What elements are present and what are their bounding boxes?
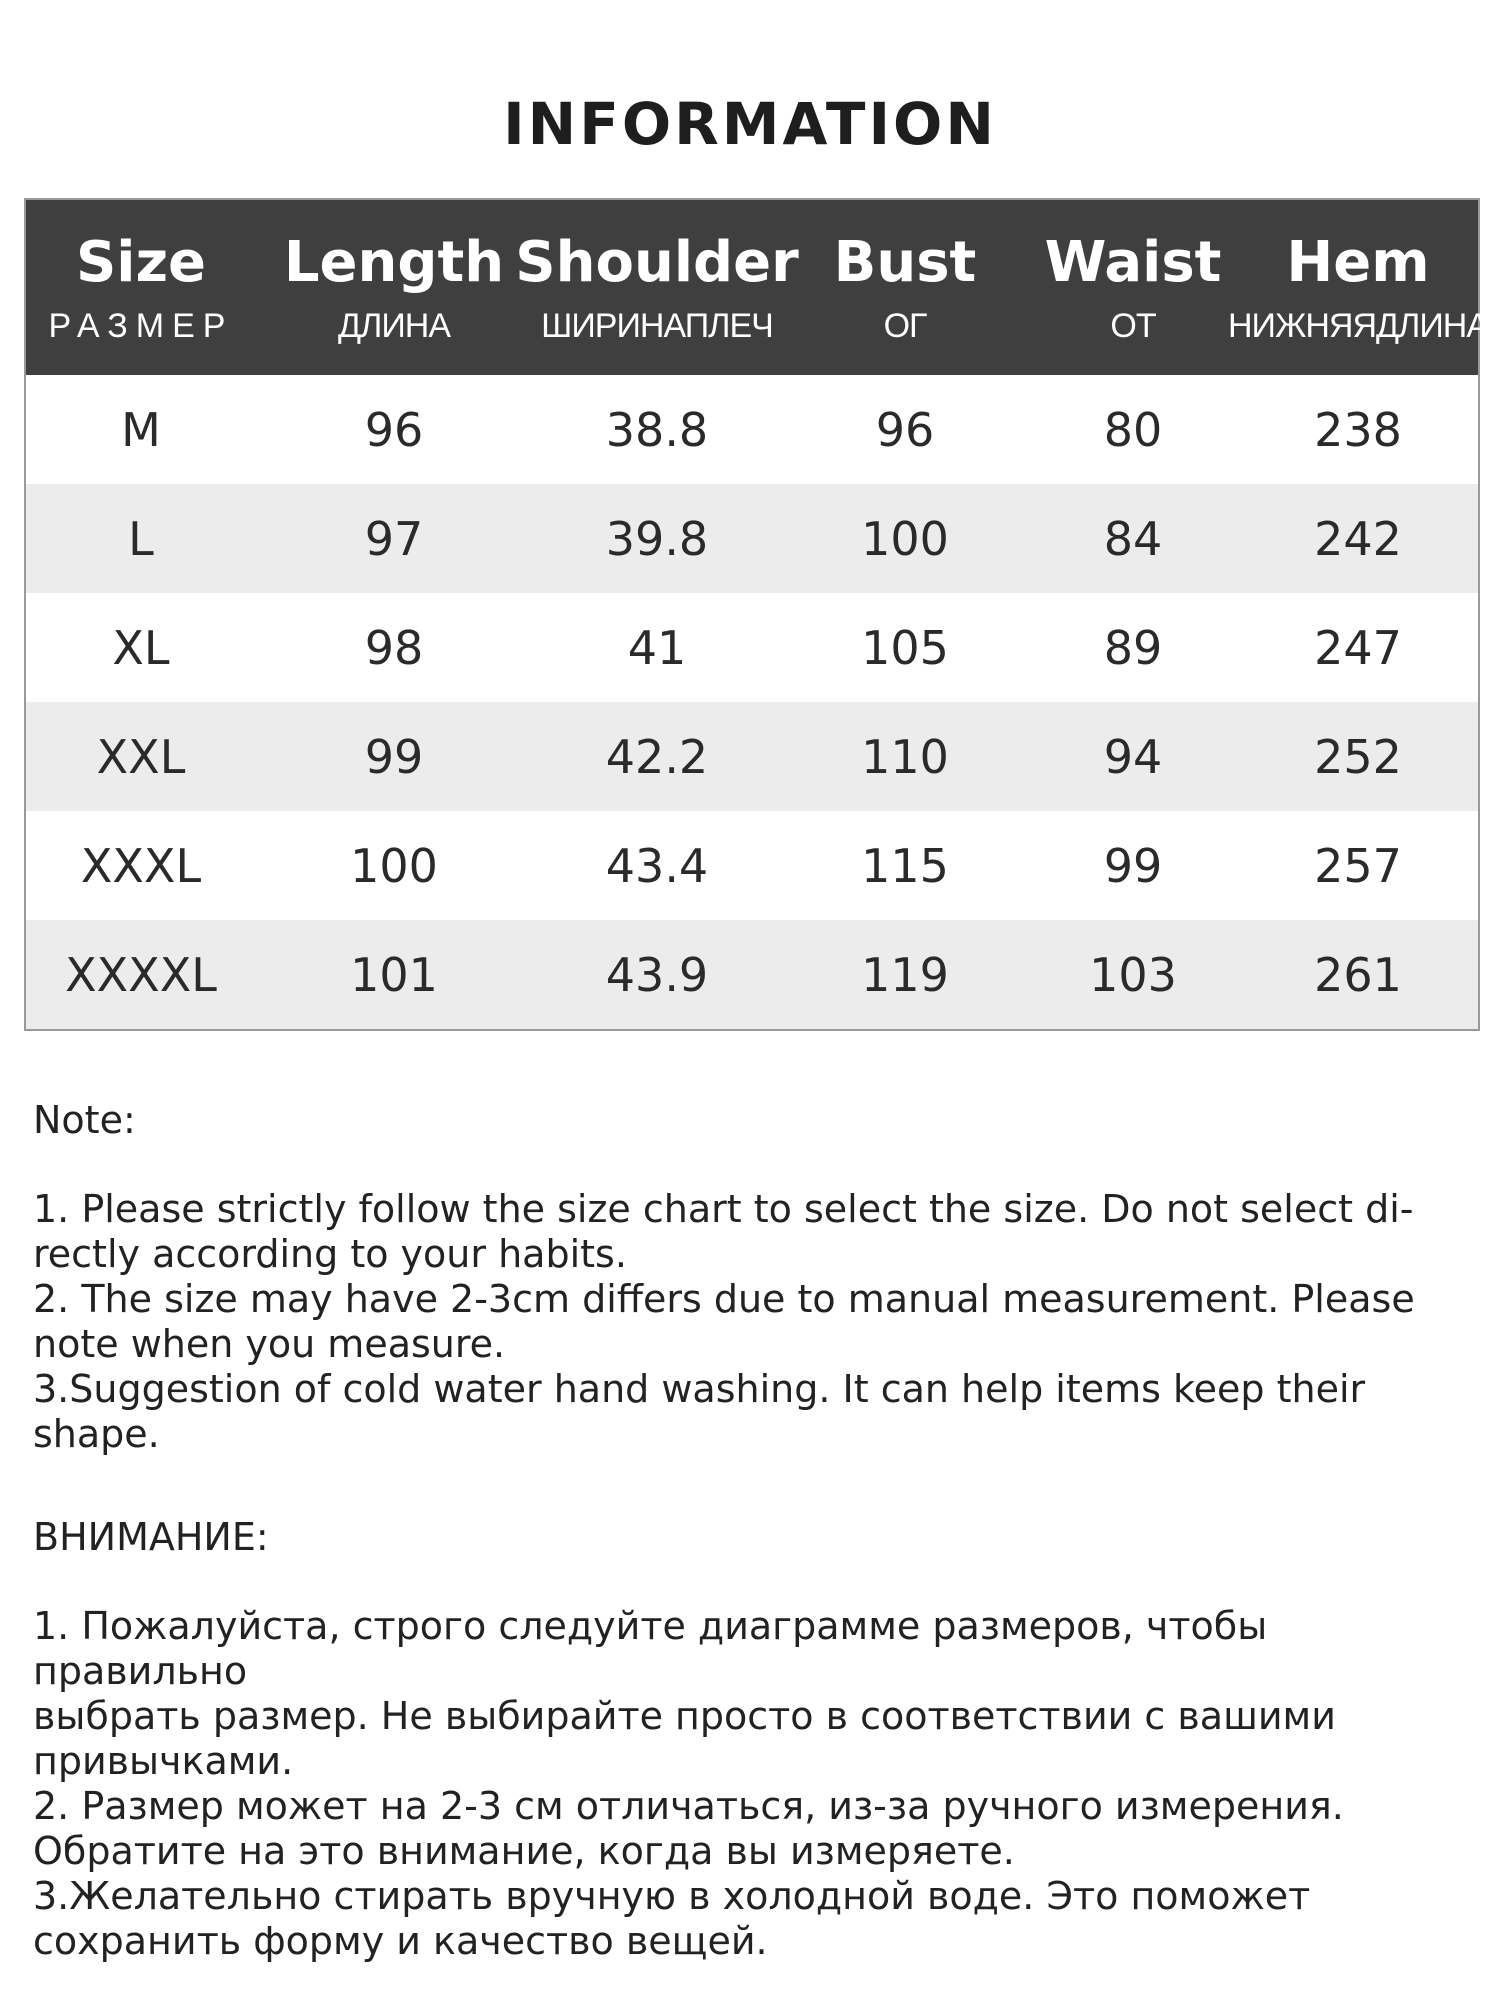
cell-length: 97: [364, 511, 424, 566]
cell-size: XL: [112, 620, 170, 675]
note-line: note when you measure.: [33, 1322, 506, 1366]
header-label-ru: ШИРИНАПЛЕЧ: [541, 306, 773, 345]
cell-shoulder: 42.2: [605, 729, 709, 784]
cell-bust: 110: [861, 729, 949, 784]
cell-shoulder: 41: [627, 620, 687, 675]
note-line: rectly according to your habits.: [33, 1232, 627, 1276]
note-line: сохранить форму и качество вещей.: [33, 1919, 768, 1963]
cell-length: 96: [364, 402, 424, 457]
note-line: 1. Please strictly follow the size chart to select the size. Do not select di-: [33, 1187, 1414, 1231]
header-label-ru: РАЗМЕР: [48, 306, 234, 345]
cell-length: 100: [350, 838, 438, 893]
table-row: [26, 811, 1478, 920]
table-header: [26, 200, 1489, 375]
size-chart-table: [24, 198, 1489, 1031]
cell-waist: 84: [1103, 511, 1163, 566]
note-heading-text: ВНИМАНИЕ:: [33, 1515, 269, 1559]
table-row: [26, 484, 1478, 593]
cell-hem: 247: [1314, 620, 1402, 675]
cell-shoulder: 43.4: [605, 838, 709, 893]
note-line: 3.Suggestion of cold water hand washing. It can help items keep their: [33, 1367, 1366, 1411]
cell-waist: 94: [1103, 729, 1163, 784]
cell-waist: 80: [1103, 402, 1163, 457]
header-shoulder: [515, 200, 799, 375]
cell-size: XXL: [96, 729, 186, 784]
note-line: 3.Желательно стирать вручную в холодной воде. Это поможет: [33, 1874, 1311, 1918]
cell-waist: 103: [1089, 947, 1177, 1002]
header-label-en: Waist: [1044, 229, 1222, 295]
cell-waist: 89: [1103, 620, 1163, 675]
cell-size: M: [121, 402, 161, 457]
cell-hem: 257: [1314, 838, 1402, 893]
table-row: [26, 375, 1478, 484]
note-heading-ru: [33, 1515, 1473, 1560]
cell-hem: 252: [1314, 729, 1402, 784]
cell-waist: 99: [1103, 838, 1163, 893]
header-label-en: Bust: [833, 229, 977, 295]
header-length: [256, 200, 532, 375]
header-size: [26, 200, 256, 375]
note-body-en: [33, 1187, 1473, 1457]
header-label-en: Hem: [1286, 229, 1430, 295]
cell-bust: 115: [861, 838, 949, 893]
table-row: [26, 920, 1478, 1029]
cell-shoulder: 38.8: [605, 402, 709, 457]
note-line: Обратите на это внимание, когда вы измеряете.: [33, 1829, 1015, 1873]
cell-shoulder: 39.8: [605, 511, 709, 566]
cell-length: 99: [364, 729, 424, 784]
header-waist: [1028, 200, 1238, 375]
header-label-en: Size: [75, 229, 207, 295]
page-title: INFORMATION: [503, 90, 997, 158]
header-hem: [1227, 200, 1489, 375]
table-row: [26, 593, 1478, 702]
cell-bust: 119: [861, 947, 949, 1002]
cell-hem: 238: [1314, 402, 1402, 457]
note-line: 1. Пожалуйста, строго следуйте диаграмме размеров, чтобы правильно: [33, 1604, 1268, 1693]
cell-size: L: [128, 511, 154, 566]
header-label-ru: НИЖНЯЯДЛИНА: [1227, 306, 1489, 345]
note-heading-text: Note:: [33, 1098, 136, 1142]
note-line: shape.: [33, 1412, 160, 1456]
cell-bust: 100: [861, 511, 949, 566]
header-label-ru: ОТ: [1110, 306, 1156, 345]
cell-length: 98: [364, 620, 424, 675]
cell-hem: 261: [1314, 947, 1402, 1002]
header-label-ru: ОГ: [883, 306, 927, 345]
cell-bust: 105: [861, 620, 949, 675]
cell-shoulder: 43.9: [605, 947, 709, 1002]
note-line: 2. Размер может на 2-3 см отличаться, из-за ручного измерения.: [33, 1784, 1344, 1828]
note-line: привычками.: [33, 1739, 294, 1783]
table-row: [26, 702, 1478, 811]
cell-size: XXXXL: [65, 947, 217, 1002]
cell-size: XXXL: [80, 838, 202, 893]
note-heading-en: [33, 1098, 1473, 1143]
cell-bust: 96: [875, 402, 935, 457]
header-label-ru: ДЛИНА: [337, 306, 450, 345]
note-line: выбрать размер. Не выбирайте просто в соответствии с вашими: [33, 1694, 1336, 1738]
header-label-en: Length: [283, 229, 505, 295]
note-line: 2. The size may have 2-3cm differs due to manual measurement. Please: [33, 1277, 1415, 1321]
note-body-ru: [33, 1604, 1473, 1964]
header-label-en: Shoulder: [515, 229, 799, 295]
cell-length: 101: [350, 947, 438, 1002]
header-bust: [782, 200, 1028, 375]
cell-hem: 242: [1314, 511, 1402, 566]
